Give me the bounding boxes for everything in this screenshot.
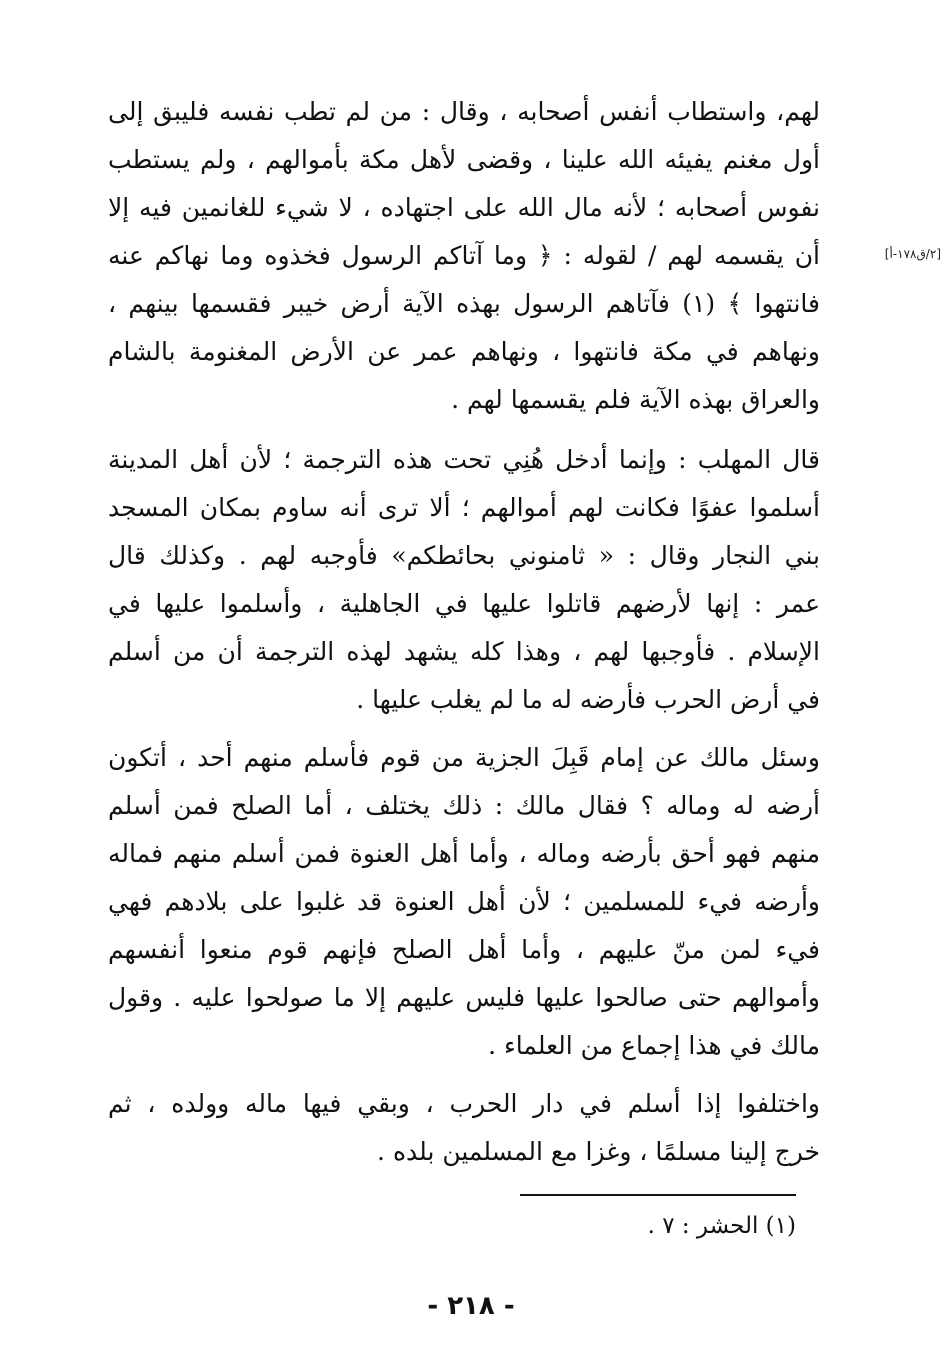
page-number: - ٢١٨ - — [427, 1291, 515, 1321]
footnote-divider — [520, 1194, 796, 1196]
text-line: في أرض الحرب فأرضه له ما لم يغلب عليها . — [356, 685, 820, 714]
text-line: أول مغنم يفيئه الله علينا ، وقضى لأهل مكة بأموالهم ، ولم يستطب — [108, 145, 820, 174]
text-line: فانتهوا ﴾ (١) فآتاهم الرسول بهذه الآية أرض خيبر فقسمها بينهم ، — [108, 289, 820, 318]
paragraph-1 — [108, 88, 820, 424]
text-line: وأرضه فيء للمسلمين ؛ لأن أهل العنوة قد غلبوا على بلادهم فهي — [108, 887, 820, 916]
text-line: وأموالهم حتى صالحوا عليها فليس عليهم إلا ما صولحوا عليه . وقول — [108, 983, 820, 1012]
text-line: لهم، واستطاب أنفس أصحابه ، وقال : من لم تطب نفسه فليبق إلى — [108, 97, 820, 126]
text-line: واختلفوا إذا أسلم في دار الحرب ، وبقي فيها ماله وولده ، ثم — [108, 1089, 820, 1118]
text-line: الإسلام . فأوجبها لهم ، وهذا كله يشهد لهذه الترجمة أن من أسلم — [108, 637, 820, 666]
text-line: أسلموا عفوًا فكانت لهم أموالهم ؛ ألا ترى أنه ساوم بمكان المسجد — [108, 493, 820, 522]
text-line: خرج إلينا مسلمًا ، وغزا مع المسلمين بلده . — [377, 1137, 820, 1166]
footnote: (١) الحشر : ٧ . — [647, 1213, 796, 1239]
text-line: مالك في هذا إجماع من العلماء . — [488, 1031, 820, 1060]
text-line: قال المهلب : وإنما أدخل هُنِي تحت هذه الترجمة ؛ لأن أهل المدينة — [108, 445, 820, 474]
paragraph-2 — [108, 436, 820, 724]
margin-folio-reference: [٢/ق١٧٨-أ] — [884, 247, 941, 261]
text-line: بني النجار وقال : « ثامنوني بحائطكم» فأوجبه لهم . وكذلك قال — [108, 541, 820, 570]
text-line: ونهاهم في مكة فانتهوا ، ونهاهم عمر عن الأرض المغنومة بالشام — [108, 337, 820, 366]
text-line: والعراق بهذه الآية فلم يقسمها لهم . — [451, 385, 820, 414]
paragraph-3 — [108, 734, 820, 1070]
text-line: عمر : إنها لأرضهم قاتلوا عليها في الجاهلية ، وأسلموا عليها في — [108, 589, 820, 618]
text-line: منهم فهو أحق بأرضه وماله ، وأما أهل العنوة فمن أسلم منهم فماله — [108, 839, 820, 868]
text-line: أرضه له وماله ؟ فقال مالك : ذلك يختلف ، أما الصلح فمن أسلم — [108, 791, 820, 820]
text-line: نفوس أصحابه ؛ لأنه مال الله على اجتهاده ، لا شيء للغانمين فيه إلا — [108, 193, 820, 222]
text-line: أن يقسمه لهم / لقوله : ﴿ وما آتاكم الرسول فخذوه وما نهاكم عنه — [108, 241, 820, 270]
paragraph-4 — [108, 1080, 820, 1176]
text-line: وسئل مالك عن إمام قَبِلَ الجزية من قوم فأسلم منهم أحد ، أتكون — [108, 743, 820, 772]
text-line: فيء لمن منّ عليهم ، وأما أهل الصلح فإنهم قوم منعوا أنفسهم — [108, 935, 820, 964]
